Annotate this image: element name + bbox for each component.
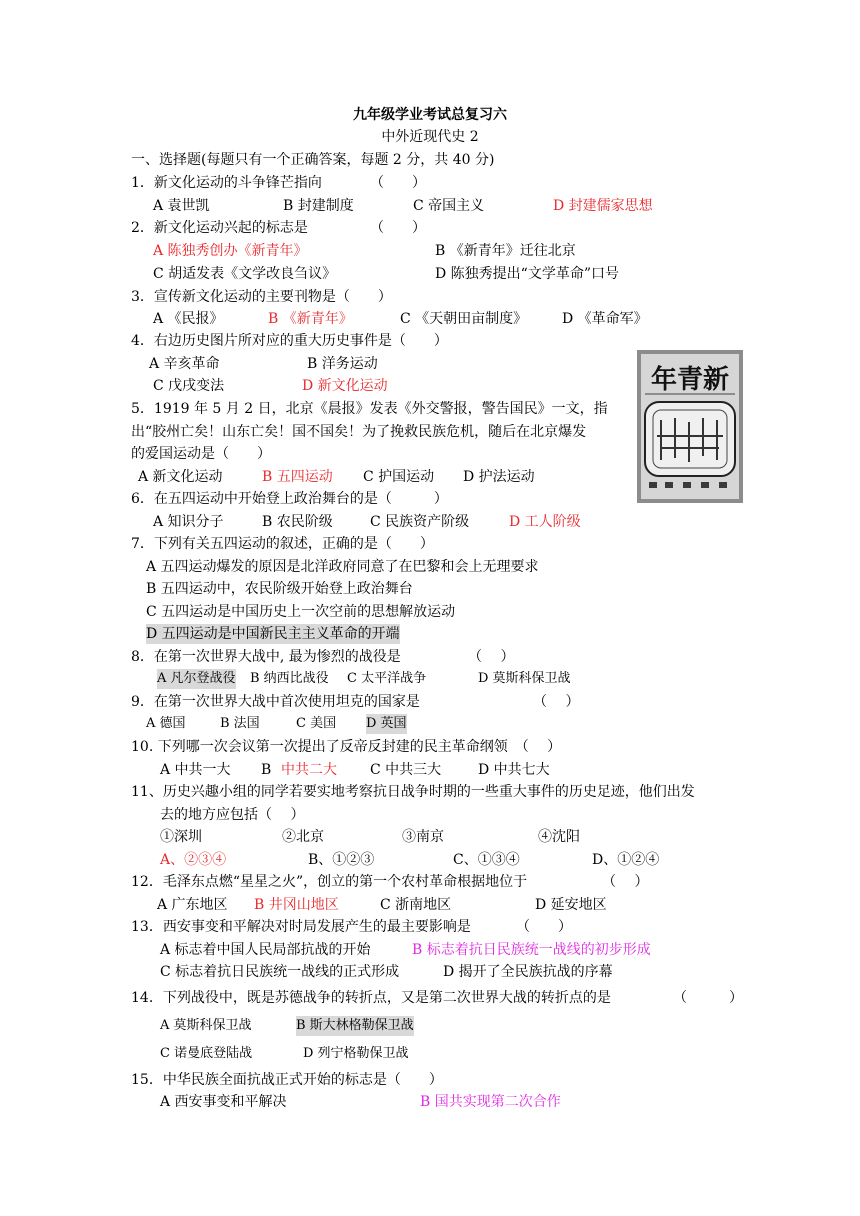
q14-option-c: C 诺曼底登陆战 [160,1046,253,1061]
new-youth-cover-image [637,350,743,503]
q1-option-a: A 袁世凯 [153,198,210,214]
q11-option-d: D、①②④ [592,852,660,868]
q14-stem: 14．下列战役中，既是苏德战争的转折点，又是第二次世界大战的转折点的是 [131,990,611,1006]
q10-option-a: A 中共一大 [160,762,231,778]
q9-paren: （ ） [533,694,580,710]
q11-stem-line-1: 11、历史兴趣小组的同学若要实地考察抗日战争时期的一些重大事件的历史足迹，他们出发 [131,784,695,800]
q8-stem: 8．在第一次世界大战中, 最为惨烈的战役是 [131,649,401,665]
q5-option-c: C 护国运动 [363,469,435,485]
q3-option-b: B 《新青年》 [268,311,353,327]
q4-option-b: B 洋务运动 [307,356,378,372]
q4-option-a: A 辛亥革命 [149,356,220,372]
q6-option-a: A 知识分子 [153,514,224,530]
q11-option-b: B、①②③ [308,852,375,868]
q8-paren: （ ） [468,649,515,665]
q11-place-1: ①深圳 [160,829,202,845]
q5-option-a: A 新文化运动 [138,469,223,485]
q1-paren: （ ） [370,175,426,191]
q7-option-c: C 五四运动是中国历史上一次空前的思想解放运动 [146,604,456,620]
q11-stem-line-2: 去的地方应包括（ ） [160,807,305,823]
q13-paren: （ ） [516,919,572,935]
q11-place-4: ④沈阳 [538,829,580,845]
q6-option-d: D 工人阶级 [509,514,581,530]
q6-option-b: B 农民阶级 [262,514,333,530]
q9-option-c: C 美国 [296,716,337,731]
magazine-cover-drawing [637,350,743,503]
q2-stem: 2．新文化运动兴起的标志是 [131,220,308,236]
q2-option-d: D 陈独秀提出“文学革命”口号 [435,266,619,282]
q9-option-b: B 法国 [220,716,260,731]
q15-stem: 15．中华民族全面抗战正式开始的标志是（ ） [131,1072,443,1088]
q8-option-a: A 凡尔登战役 [157,669,236,689]
q4-option-c: C 戊戌变法 [153,378,225,394]
q13-option-c: C 标志着抗日民族统一战线的正式形成 [160,964,400,980]
page-subtitle: 中外近现代史 2 [381,129,479,145]
q8-option-d: D 莫斯科保卫战 [478,671,571,686]
q13-option-b: B 标志着抗日民族统一战线的初步形成 [412,942,651,958]
q13-stem: 13．西安事变和平解决对时局发展产生的最主要影响是 [131,919,471,935]
q2-paren: （ ） [370,220,426,236]
q4-stem: 4．右边历史图片所对应的重大历史事件是（ ） [131,333,448,349]
q1-option-d: D 封建儒家思想 [553,198,653,214]
q2-option-a: A 陈独秀创办《新青年》 [153,243,308,259]
q5-stem-line-2: 出“胶州亡矣！山东亡矣！国不国矣！为了挽救民族危机，随后在北京爆发 [131,424,587,440]
q12-option-d: D 延安地区 [535,897,607,913]
q12-option-a: A 广东地区 [157,897,228,913]
q9-option-d: D 英国 [366,714,407,734]
q10-option-d: D 中共七大 [478,762,550,778]
page-title: 九年级学业考试总复习六 [353,107,507,123]
q11-option-a: A、②③④ [160,852,227,868]
q10-option-b-prefix: B [261,762,272,778]
q5-stem-line-3: 的爱国运动是（ ） [131,446,271,462]
q3-option-d: D 《革命军》 [562,311,648,327]
q10-option-c: C 中共三大 [370,762,442,778]
q9-stem: 9．在第一次世界大战中首次使用坦克的国家是 [131,694,420,710]
q5-option-d: D 护法运动 [463,469,535,485]
q9-option-a: A 德国 [146,716,186,731]
q14-option-b: B 斯大林格勒保卫战 [296,1016,414,1036]
q3-option-c: C 《天朝田亩制度》 [400,311,528,327]
q14-option-a: A 莫斯科保卫战 [160,1018,252,1033]
q14-option-d: D 列宁格勒保卫战 [303,1046,409,1061]
q15-option-a: A 西安事变和平解决 [160,1094,287,1110]
q11-place-3: ③南京 [402,829,444,845]
q12-option-c: C 浙南地区 [380,897,452,913]
q14-paren: （ ） [673,990,743,1006]
q7-option-d: D 五四运动是中国新民主主义革命的开端 [146,626,400,642]
q8-option-c: C 太平洋战争 [347,671,427,686]
q7-stem: 7．下列有关五四运动的叙述，正确的是（ ） [131,536,434,552]
cover-title-text: 年青新 [650,365,730,395]
q11-place-2: ②北京 [282,829,324,845]
q2-option-c: C 胡适发表《文学改良刍议》 [153,266,337,282]
q10-option-b: 中共二大 [281,762,337,778]
q8-option-b: B 纳西比战役 [250,671,329,686]
q1-option-b: B 封建制度 [283,198,354,214]
q12-option-b: B 井冈山地区 [254,897,339,913]
q5-stem-line-1: 5．1919 年 5 月 2 日，北京《晨报》发表《外交警报，警告国民》一文，指 [131,401,608,417]
q13-option-a: A 标志着中国人民局部抗战的开始 [160,942,371,958]
q5-option-b: B 五四运动 [262,469,333,485]
q7-option-b: B 五四运动中，农民阶级开始登上政治舞台 [146,581,413,597]
q3-stem: 3．宣传新文化运动的主要刊物是（ ） [131,289,392,305]
q2-option-b: B 《新青年》迁往北京 [435,243,576,259]
q12-paren: （ ） [602,874,649,890]
q4-option-d: D 新文化运动 [302,378,388,394]
q13-option-d: D 揭开了全民族抗战的序幕 [443,964,613,980]
q7-option-a: A 五四运动爆发的原因是北洋政府同意了在巴黎和会上无理要求 [146,559,539,575]
q15-option-b: B 国共实现第二次合作 [420,1094,561,1110]
q12-stem: 12．毛泽东点燃“星星之火”，创立的第一个农村革命根据地位于 [131,874,528,890]
section-heading: 一、选择题(每题只有一个正确答案，每题 2 分，共 40 分) [131,152,495,168]
q6-option-c: C 民族资产阶级 [370,514,470,530]
q3-option-a: A 《民报》 [153,311,224,327]
q1-stem: 1．新文化运动的斗争锋芒指向 [131,175,322,191]
q1-option-c: C 帝国主义 [413,198,485,214]
q6-stem: 6．在五四运动中开始登上政治舞台的是（ ） [131,491,448,507]
q10-stem: 10. 下列哪一次会议第一次提出了反帝反封建的民主革命纲领 （ ） [131,739,562,755]
q11-option-c: C、①③④ [453,852,520,868]
